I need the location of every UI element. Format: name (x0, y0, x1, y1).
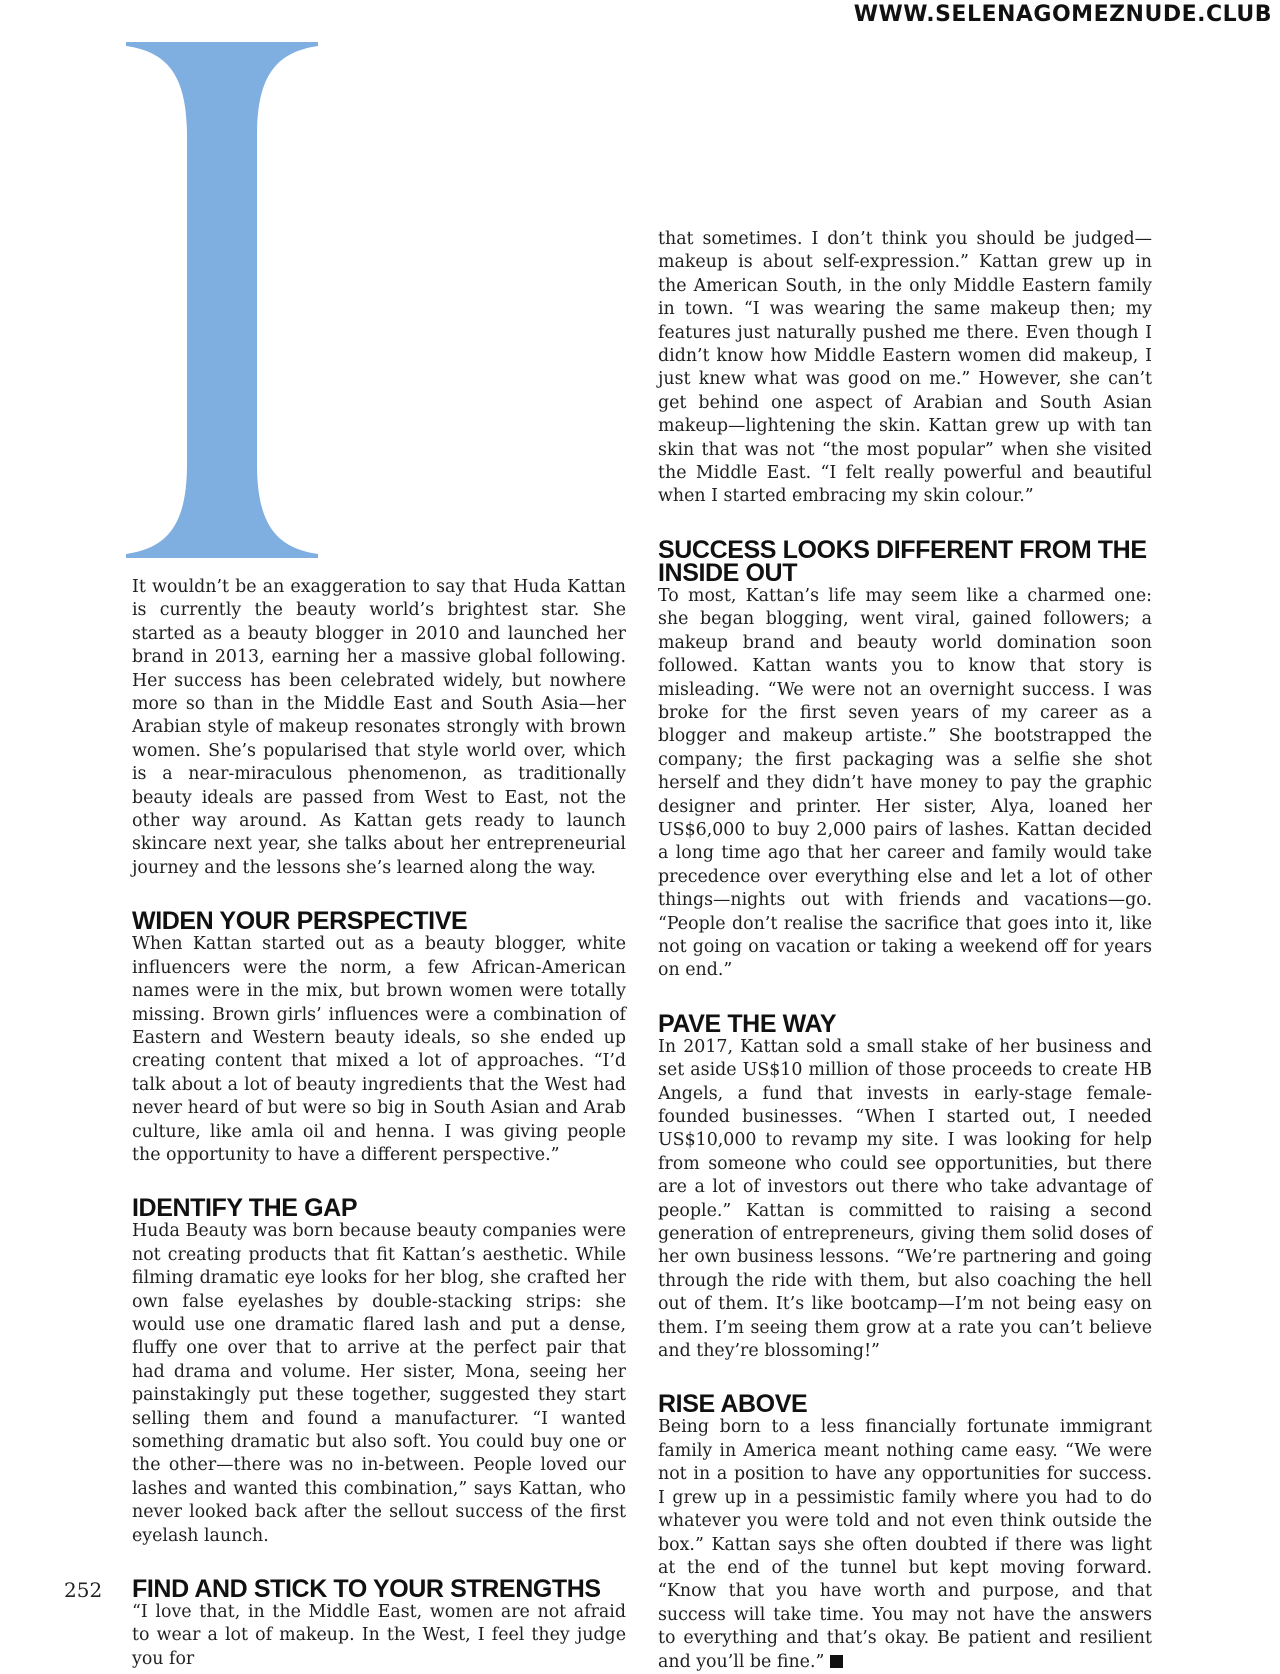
end-mark-icon (830, 1655, 843, 1668)
section-body-text: Being born to a less financially fortunate immigrant family in America meant nothing came easy. “We were not in a position to have any opportunities for success. I grew up in a pessimistic family where you had to do whatever you were told and not even think outside the box.” Kattan says she often doubted if there was light at the end of the tunnel but kept moving forward. “Know that you have worth and purpose, and that success will take time. You may not have the answers to everything and that’s okay. Be patient and resilient and you’ll be fine.” (658, 1417, 1152, 1672)
section-heading: PAVE THE WAY (658, 1009, 837, 1038)
section-heading: IDENTIFY THE GAP (132, 1194, 358, 1223)
continued-paragraph: that sometimes. I don’t think you should be judged—makeup is about self-expression.” Kattan grew up in the American South, in the only Middle Eastern family in town. “I was wearing the same makeup then; my features just naturally pushed me there. Even though I didn’t know how Middle Eastern women did makeup, I just knew what was good on me.” However, she can’t get behind one aspect of Arabian and South Asian makeup—lightening the skin. Kattan grew up with tan skin that was not “the most popular” when she visited the Middle East. “I felt really powerful and beautiful when I started embracing my skin colour.” (658, 229, 1152, 507)
section-body: To most, Kattan’s life may seem like a charmed one: she began blogging, went viral, gained followers; a makeup brand and beauty world domination soon followed. Kattan wants you to know that story is misleading. “We were not an overnight success. I was broke for the first seven years of my career as a blogger and makeup artiste.” She bootstrapped the company; the first packaging was a selfie she shot herself and they didn’t have money to pay the graphic designer and printer. Her sister, Alya, loaned her US$6,000 to buy 2,000 pairs of lashes. Kattan decided a long time ago that her career and family would take precedence over everything else and let a lot of other things—nights out with friends and vacations—go. “People don’t realise the sacrifice that goes into it, like not going on vacation or taking a weekend off for years on end.” (658, 585, 1152, 981)
page-number: 252 (64, 1578, 103, 1602)
section-body: Huda Beauty was born because beauty companies were not creating products that fit Kattan’s aesthetic. While filming dramatic eye looks for her blog, she crafted her own false eyelashes by double-stacking strips: she would use one dramatic flared lash and put a dense, fluffy one over that to arrive at the perfect pair that had drama and volume. Her sister, Mona, seeing her painstakingly put these together, suggested they start selling them and found a manufacturer. “I wanted something dramatic but also soft. You could buy one or the other—there was no in-between. People loved our lashes and wanted this combination,” says Kattan, who never looked back after the sellout success of the first eyelash launch. (132, 1221, 626, 1546)
section-heading: RISE ABOVE (658, 1390, 808, 1419)
section-body: “I love that, in the Middle East, women are not afraid to wear a lot of makeup. In the West, I feel they judge you for (132, 1602, 626, 1669)
section-body: In 2017, Kattan sold a small stake of her business and set aside US$10 million of those proceeds to create HB Angels, a fund that invests in early-stage female-founded businesses. “When I started out, I needed US$10,000 to revamp my site. I was looking for help from someone who could see opportunities, but there are a lot of investors out there who take advantage of people.” Kattan is committed to raising a second generation of entrepreneurs, giving them solid doses of her own business lessons. “We’re partnering and going through the ride with them, but also coaching the hell out of them. It’s like bootcamp—I’m not being easy on them. I’m seeing them grow at a rate you can’t believe and they’re blossoming!” (658, 1036, 1152, 1362)
section-heading: FIND AND STICK TO YOUR STRENGTHS (132, 1575, 601, 1604)
section-body (658, 1416, 1152, 1673)
watermark: WWW.SELENAGOMEZNUDE.CLUB (853, 2, 1272, 27)
intro-paragraph: It wouldn’t be an exaggeration to say that Huda Kattan is currently the beauty world’s brightest star. She started as a beauty blogger in 2010 and launched her brand in 2013, earning her a massive global following. Her success has been celebrated widely, but nowhere more so than in the Middle East and South Asia—her Arabian style of makeup resonates strongly with brown women. She’s popularised that style world over, which is a near-miraculous phenomenon, as traditionally beauty ideals are passed from West to East, not the other way around. As Kattan gets ready to launch skincare next year, she talks about her entrepreneurial journey and the lessons she’s learned along the way. (132, 577, 626, 878)
section-heading: SUCCESS LOOKS DIFFERENT FROM THE INSIDE OUT (658, 535, 1147, 587)
left-column (132, 576, 626, 1671)
section-heading: WIDEN YOUR PERSPECTIVE (132, 907, 468, 936)
right-column (658, 228, 1152, 1674)
drop-cap-letter (124, 40, 324, 560)
section-body: When Kattan started out as a beauty blogger, white influencers were the norm, a few African-American names were in the mix, but brown women were totally missing. Brown girls’ influences were a combination of Eastern and Western beauty ideals, so she ended up creating content that mixed a lot of approaches. “I’d talk about a lot of beauty ingredients that the West had never heard of but were so big in South Asian and Arab culture, like amla oil and henna. I was giving people the opportunity to have a different perspective.” (132, 934, 626, 1165)
